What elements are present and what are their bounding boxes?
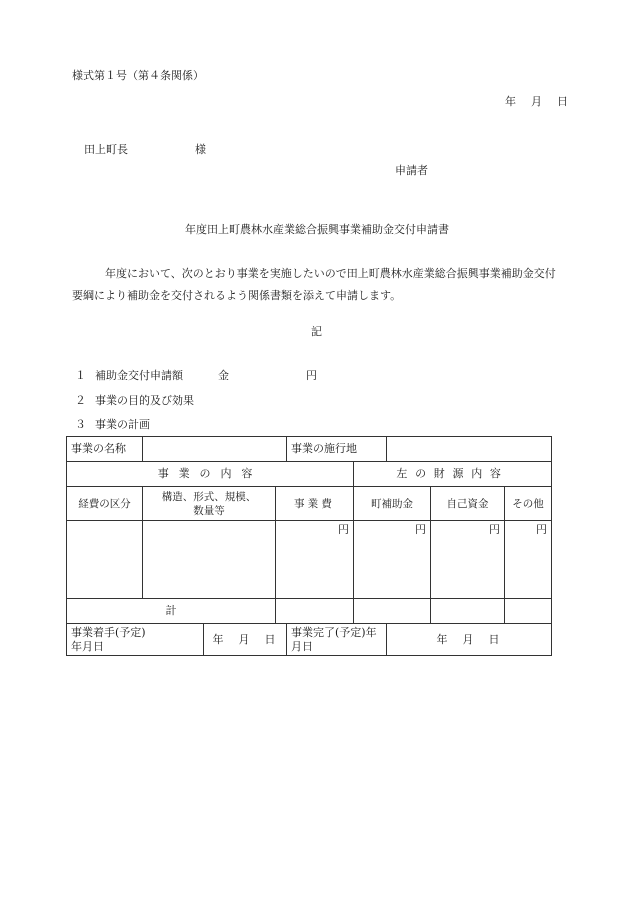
project-plan-table	[66, 436, 552, 656]
ki-heading: 記	[311, 325, 322, 338]
project-name-label: 事業の名称	[67, 437, 143, 462]
body-line-2: 要綱により補助金を交付されるよう関係書類を添えて申請します。	[72, 289, 402, 302]
own-funds-header: 自己資金	[431, 487, 505, 521]
total-label: 計	[67, 599, 276, 624]
addressee-honorific: 様	[195, 143, 206, 156]
start-date-label-line-2: 年月日	[71, 639, 104, 653]
end-date-label-line-1: 事業完了(予定)年	[291, 625, 377, 639]
structure-cell[interactable]	[143, 521, 276, 599]
item-1-currency-suffix: 円	[306, 369, 317, 382]
total-project-cost-cell[interactable]	[276, 599, 354, 624]
start-date-label-line-1: 事業着手(予定)	[71, 625, 146, 639]
funding-header: 左の財源内容	[354, 462, 552, 487]
project-cost-cell[interactable]: 円	[276, 521, 354, 599]
body-line-1: 年度において、次のとおり事業を実施したいので田上町農林水産業総合振興事業補助金交付	[105, 267, 556, 280]
form-title: 年度田上町農林水産業総合振興事業補助金交付申請書	[185, 223, 449, 236]
structure-header-line-2: 数量等	[193, 504, 225, 517]
project-name-row	[67, 437, 552, 462]
expense-category-header: 経費の区分	[67, 487, 143, 521]
content-header: 事業の内容	[67, 462, 354, 487]
detail-row	[67, 521, 552, 599]
structure-header-line-1: 構造、形式、規模、	[161, 490, 257, 503]
other-header: その他	[505, 487, 552, 521]
project-cost-header: 事業費	[276, 487, 354, 521]
date-placeholder: 年 月 日	[505, 95, 570, 108]
end-date-label	[287, 624, 387, 656]
item-1-currency-prefix: 金	[218, 369, 229, 382]
end-date-value[interactable]: 年 月 日	[387, 624, 552, 656]
project-site-label: 事業の施行地	[287, 437, 387, 462]
total-town-subsidy-cell[interactable]	[354, 599, 431, 624]
applicant-label: 申請者	[395, 164, 428, 177]
end-date-label-line-2: 月日	[291, 639, 313, 653]
schedule-row	[67, 624, 552, 656]
own-funds-cell[interactable]: 円	[431, 521, 505, 599]
column-header-row	[67, 487, 552, 521]
addressee-name: 田上町長	[84, 143, 128, 156]
total-row	[67, 599, 552, 624]
town-subsidy-header: 町補助金	[354, 487, 431, 521]
project-site-value[interactable]	[387, 437, 552, 462]
other-cell[interactable]: 円	[505, 521, 552, 599]
start-date-value[interactable]: 年 月 日	[204, 624, 287, 656]
project-name-value[interactable]	[143, 437, 287, 462]
total-own-funds-cell[interactable]	[431, 599, 505, 624]
town-subsidy-cell[interactable]: 円	[354, 521, 431, 599]
item-3-label: 事業の計画	[95, 418, 150, 431]
structure-header	[143, 487, 276, 521]
form-number: 様式第１号（第４条関係）	[72, 69, 204, 82]
item-1-label: 補助金交付申請額	[95, 369, 183, 382]
item-1-number: １	[75, 369, 86, 382]
total-other-cell[interactable]	[505, 599, 552, 624]
item-2-label: 事業の目的及び効果	[95, 394, 194, 407]
item-3-number: ３	[75, 418, 86, 431]
expense-category-cell[interactable]	[67, 521, 143, 599]
item-2-number: ２	[75, 394, 86, 407]
body-paragraph	[72, 263, 564, 307]
start-date-label	[67, 624, 204, 656]
section-header-row	[67, 462, 552, 487]
